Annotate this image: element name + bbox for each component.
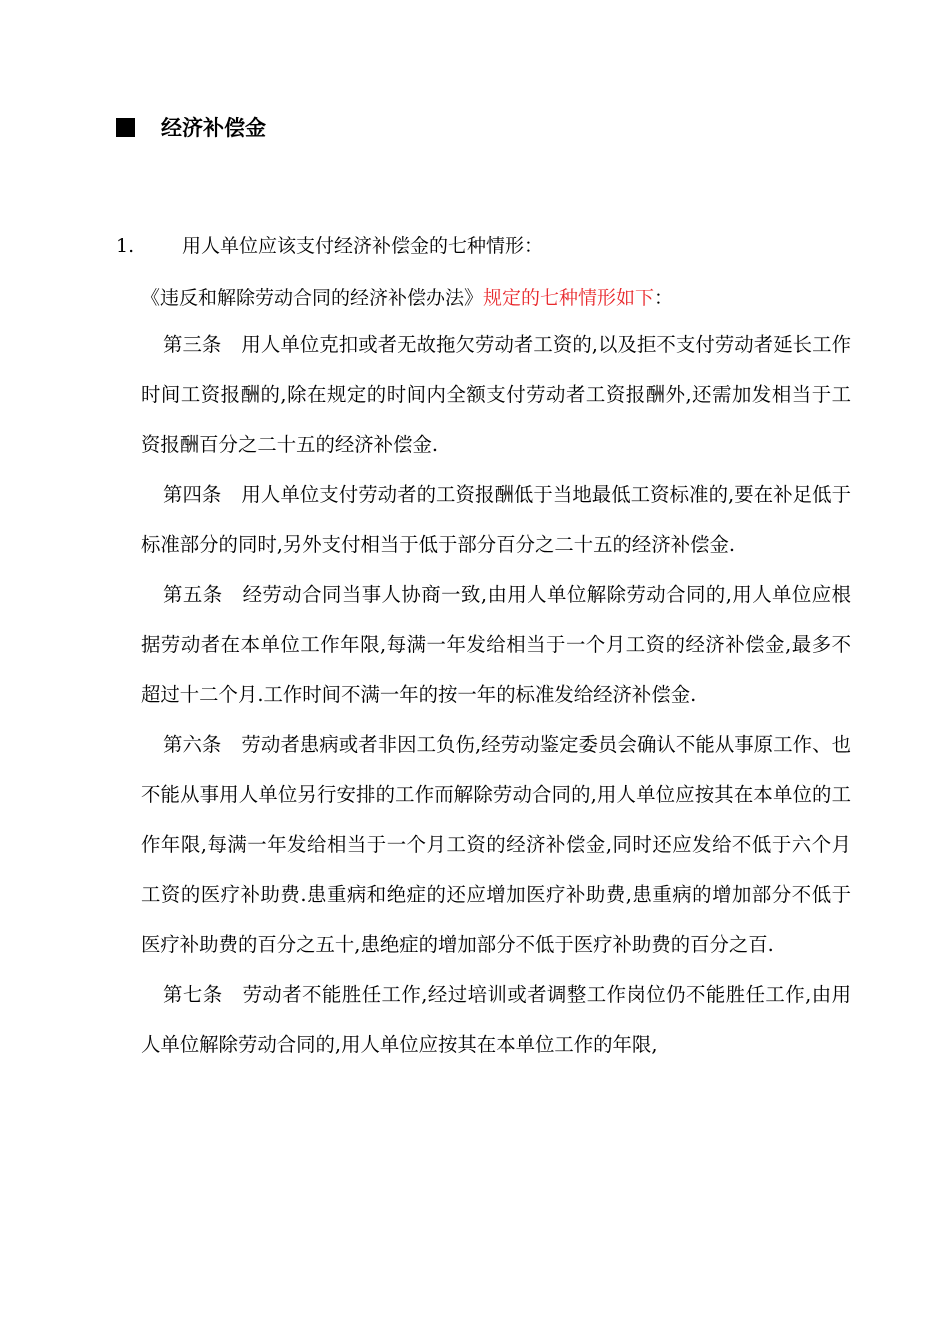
article-text: 用人单位支付劳动者的工资报酬低于当地最低工资标准的,要在补足低于标准部分的同时,另外支付相当于低于部分百分之二十五的经济补偿金. bbox=[141, 483, 852, 556]
article-label: 第七条 bbox=[163, 983, 223, 1006]
intro-line bbox=[141, 283, 673, 313]
black-square-bullet-icon bbox=[116, 118, 135, 137]
article-text: 劳动者不能胜任工作,经过培训或者调整工作岗位仍不能胜任工作,由用人单位解除劳动合同的,用人单位应按其在本单位工作的年限, bbox=[141, 983, 852, 1056]
intro-colon: ： bbox=[654, 287, 674, 309]
articles-body bbox=[141, 320, 851, 1070]
article-text: 劳动者患病或者非因工负伤,经劳动鉴定委员会确认不能从事原工作、也不能从事用人单位另行安排的工作而解除劳动合同的,用人单位应按其在本单位的工作年限,每满一年发给相当于一个月工资的经济补偿金,同时还应发给不低于六个月工资的医疗补助费.患重病和绝症的还应增加医疗补助费,患重病的增加部分不低于医疗补助费的百分之五十,患绝症的增加部分不低于医疗补助费的百分之百. bbox=[141, 733, 852, 956]
article-paragraph bbox=[141, 970, 851, 1070]
article-label: 第五条 bbox=[163, 583, 223, 606]
section-heading bbox=[116, 112, 266, 142]
article-label: 第四条 bbox=[163, 483, 222, 506]
section-title: 经济补偿金 bbox=[161, 116, 266, 140]
numbered-item bbox=[116, 231, 543, 261]
article-paragraph bbox=[141, 720, 851, 970]
item-number: 1. bbox=[116, 235, 135, 257]
regulation-title: 《违反和解除劳动合同的经济补偿办法》 bbox=[141, 287, 484, 309]
item-text: 用人单位应该支付经济补偿金的七种情形： bbox=[182, 235, 544, 257]
article-label: 第六条 bbox=[163, 733, 222, 756]
article-paragraph bbox=[141, 320, 851, 470]
article-paragraph bbox=[141, 470, 851, 570]
article-text: 经劳动合同当事人协商一致,由用人单位解除劳动合同的,用人单位应根据劳动者在本单位工作年限,每满一年发给相当于一个月工资的经济补偿金,最多不超过十二个月.工作时间不满一年的按一年的标准发给经济补偿金. bbox=[141, 583, 852, 706]
article-label: 第三条 bbox=[163, 333, 222, 356]
article-text: 用人单位克扣或者无故拖欠劳动者工资的,以及拒不支付劳动者延长工作时间工资报酬的,除在规定的时间内全额支付劳动者工资报酬外,还需加发相当于工资报酬百分之二十五的经济补偿金. bbox=[141, 333, 852, 456]
article-paragraph bbox=[141, 570, 851, 720]
highlighted-text: 规定的七种情形如下 bbox=[483, 287, 655, 309]
